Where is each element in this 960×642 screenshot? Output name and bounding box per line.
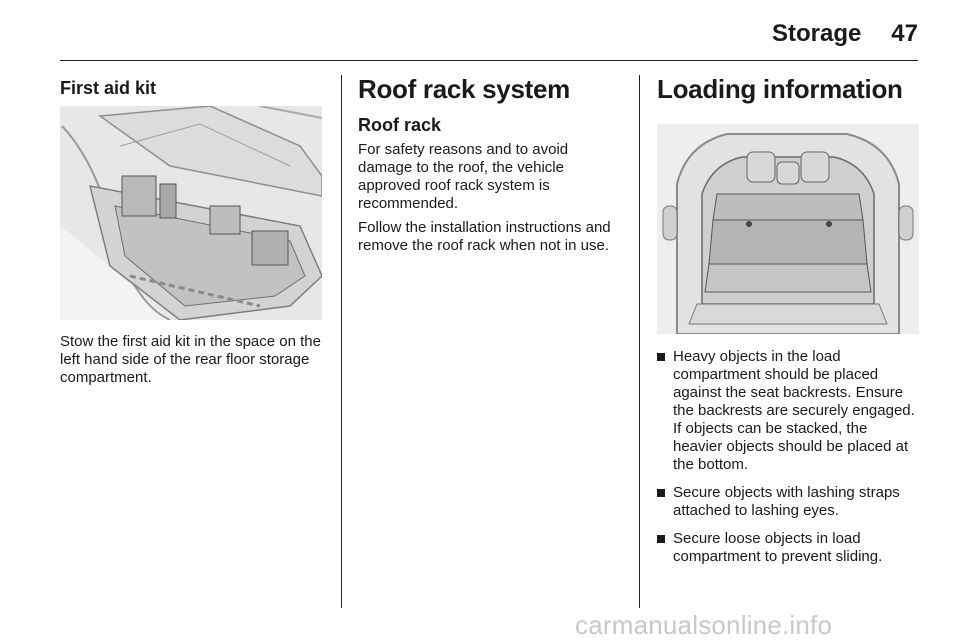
page-number: 47 [891,20,918,47]
loading-bullet-list [657,348,920,576]
bullet-square-icon [657,535,665,543]
watermark: carmanualsonline.info [575,610,833,640]
roof-rack-paragraph-1: For safety reasons and to avoid damage to the roof, the vehicle approved roof rack system is recommended. [358,141,569,212]
list-item [657,348,920,474]
list-item [657,530,920,566]
bullet-square-icon [657,353,665,361]
first-aid-heading: First aid kit [60,78,157,98]
column-divider-2 [639,75,640,608]
loading-bullet-3-text: Secure loose objects in load compartment to prevent sliding. [673,530,883,565]
loading-bullet-1-text: Heavy objects in the load compartment should be placed against the seat backrests. Ensure the backrests are securely engaged. If objects can be stacked, the heavier objects should be placed at the bottom. [673,348,915,473]
first-aid-text: Stow the first aid kit in the space on the left hand side of the rear floor storage compartment. [60,333,321,386]
page-title: Storage [772,20,862,47]
page-header [60,14,918,58]
roof-rack-subheading: Roof rack [358,115,442,135]
roof-rack-system-heading: Roof rack system [358,74,570,104]
bullet-square-icon [657,489,665,497]
list-item [657,484,920,520]
rear-floor-storage-illustration-icon [60,106,322,320]
roof-rack-paragraph-2: Follow the installation instructions and remove the roof rack when not in use. [358,219,611,254]
loading-bullet-2-text: Secure objects with lashing straps attached to lashing eyes. [673,484,900,519]
header-divider [60,60,918,61]
loading-information-heading: Loading information [657,74,903,104]
column-divider-1 [341,75,342,608]
load-compartment-illustration-icon [657,124,919,334]
